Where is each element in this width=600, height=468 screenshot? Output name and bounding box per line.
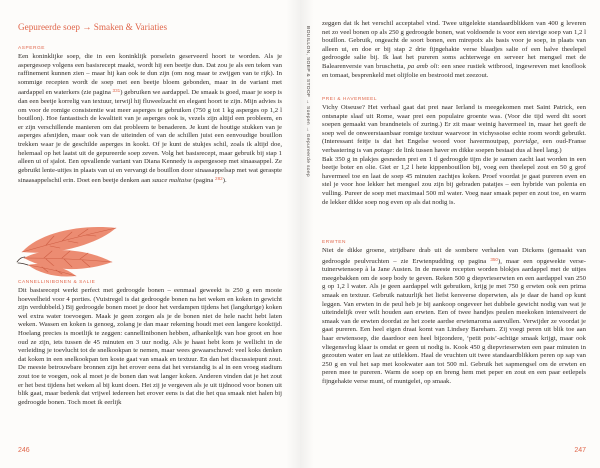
section-body-cannellini [18,287,282,407]
section-label-erwten: ERWTEN [322,240,346,245]
page-reference: 282 [215,176,223,182]
page-number: 247 [574,447,586,454]
sage-leaf [22,227,116,253]
sage-leaves-illustration [16,222,120,278]
section-label-prei: PREI & HAVERMEEL [322,97,378,102]
body-paragraph: Niet de dikke groene, strijdbare drab uit de sombere verhalen van Dickens (gemaakt van gedroogde peulvruchten – zie Erwtenpudding op pagina $^{350}$), maar een opgewekte verse-tuinerwtensoep à la Jane Austen. In de meeste recepten worden blokjes aardappel met de uitjes meegebakken om de soep body te geven. Reken 500 g diepvrieserwten en een aardappel van 250 g op 1,2 l water. Als je geen aardappel wilt gebruiken, krijg je met 750 g erwten ook een prima smaak en textuur. Gebruik natuurlijk het liefst kersverse doperwten, als je daar de hand op kunt leggen. Van erwten in de peul heb je bij aankoop ongeveer het dubbele gewicht nodig van wat je uiteindelijk over wilt houden aan erwten. Een of twee handjes peulen meekoken intensiveert de smaak van de erwten doordat ze het zoete aardse erwtenaroma aanvullen. Verwijder ze voordat je gaat pureren. Een heel eigen draai komt van Lindsey Bareham. Zij voegt peren uit blik toe aan haar erwtensoep, die daardoor een heel bijzondere, ‘petit pois’-achtige smaak krijgt, maar ook vliegensvlug klaar is omdat er geen ui nodig is. Kook 450 g diepvrieserwten een paar minuten in gezouten water en laat ze uitlekken. Haal de vruchten uit twee standaardblikken peren op sap van 250 g en vul het sap met kookwater aan tot 500 ml. Gebruik het sapmengsel om de erwten en peren mee te pureren. Warm de soep op en breng hem met peper en zout en een paar eetlepels fijngehakte verse munt, of muntgelei, op smaak. [322,247,586,385]
body-paragraph: Dit basisrecept werkt perfect met gedroogde bonen – eenmaal geweekt is 250 g een mooie hoeveelheid voor 4 porties. (Vuistregel is dat gedroogde bonen na het weken en koken in gewicht zijn verdubbeld.) Bij gedroogde bonen moet je door het verdampen tijdens het (langdurige) koken wel extra water toevoegen. Maak je geen zorgen als je de bonen niet de hele nacht hebt laten weken. Wassen en koken is genoeg, zolang je dan maar rekening houdt met een langere kooktijd. Hoelang precies is moeilijk te zeggen: cannellinibonen hebben, afhankelijk van hoe groot en hoe oud ze zijn, iets tussen de 45 minuten en 3 uur nodig. Als je haast hebt kom je wellicht in de verleiding je toevlucht tot de snelkookpan te nemen, maar wees gewaarschuwd: veel koks denken dat koken in een snelkookpan ten koste gaat van smaak en textuur. En dan het discussiepunt zout. De meeste betrouwbare bronnen zijn het erover eens dat het verstandig is al in een vroeg stadium zout toe te voegen, ook al moet je de bonen dan wat langer koken. Anderen vinden dat je het zout er het best tijdens het weken al bij kunt doen. Het zij je vergeven als je uit tijdnood voor bonen uit blik gaat, maar bedenk dat vrijwel iedereen het erover eens is dat die het qua smaak niet halen bij gedroogde bonen. Toch moet ik eerlijk [18,287,282,406]
page-number: 246 [18,447,30,454]
italic-term: sauce maltaise [152,177,192,185]
page-reference: 350 [490,256,498,262]
section-body-erwten [322,247,586,387]
body-paragraph: Een koninklijke soep, die in een koninklijk porselein geserveerd hoort te worden. Als je aspergesoep volgens een basisrecept maakt, wordt hij een beetje dun. Dat zou je als een teken van raffinement kunnen zien – maar hij kan ook te dun zijn (om nog maar te zwijgen van te rijk). In sommige recepten wordt de soep met een beetje bloem gebonden, maar in de variant met aardappel en waterkers (zie pagina $^{331}$) gebruiken we aardappel. De smaak is goed, maar je soep is dan een beetje korrelig van textuur, terwijl hij fluweelzacht en elegant hoort te zijn. Mijn advies is om voor de romige consistentie wat meer asperges te gebruiken (750 g tot 1 kg asperges op 1,2 l bouillon). Hoe fantastisch de kwaliteit van je asperges ook is, vezels zijn altijd een probleem, en er zijn verschillende manieren om dat probleem te benaderen. Je kunt de houtige stukken van je asperges afsnijden, maar ook van de uiteinden of van de schillen juist een eenvoudige bouillon trekken waar je de geschilde asperges in kookt. Of je kunt de stukjes schil, zoals ik altijd doe, helemaal op het laatst uit de gepureerde soep zeven. Volg het basisrecept, maar gebruik bij stap 1 alleen ui of sjalot. Een opvallende variant van Diana Kennedy is aspergesoep met sinaasappel. Ze gebruikt lente-uitjes in plaats van ui en vervangt de bouillon door sinaasappelsap met wat geraspte sinaasappelschil erin. Doet een beetje denken aan sauce maltaise (pagina $^{282}$). [18,53,282,185]
right-page [300,0,600,468]
body-paragraph: zeggen dat ik het verschil acceptabel vind. Twee uitgelekte standaardblikken van 400 g leveren net zo veel bonen op als 250 g gedroogde bonen, wat voldoende is voor een stevige soep van 1,2 l bouillon. Gebruik, ongeacht de soort bonen, een mirepoix als basis voor je soep, in plaats van alleen ui, en doe er bij stap 2 drie fijngehakte verse blaadjes salie of een halve theelepel gedroogde salie bij. Ik laat het pureren soms achterwege en serveer het mengsel met de Balearenversie van bruschetta, pa amb oli: een snee rustiek witbrood, ingewreven met knoflook en tomaat, besprenkeld met olijfolie en bestrooid met zeezout. [322,20,586,79]
italic-term: pa amb oli [407,62,438,70]
section-label-asperge: ASPERGE [18,46,46,51]
vertical-running-head: BOUILLON, SOEP & STOOF → Soepen → Gepureerde soep [305,26,310,177]
section-body-continued [322,20,586,80]
body-paragraph: Bak 350 g in plakjes gesneden prei en 1 tl gedroogde tijm die je samen zacht laat worden in een beetje boter en olie. Giet er 1,2 l hete kippenbouillon bij, voeg een theelepel zout en 50 g grof havermeel toe en laat de soep 45 minuten zachtjes koken. Proef voordat je gaat pureren even en stel je voor hoe lekker het mengsel zou zijn bij gebraden patatjes – een hybride van polenta en vulling. Pureer de soep met maximaal 500 ml water. Voeg naar smaak peper en zout toe, en warm de lekker dikke soep nog even op als dat nodig is. [322,155,586,206]
page-reference: 331 [112,88,121,94]
section-body-asperge [18,53,282,186]
italic-term: potage [374,146,393,154]
section-body-prei [322,104,586,207]
section-label-cannellini: CANNELLINIBONEN & SALIE [18,280,96,285]
italic-term: porridge [513,138,538,146]
running-head: Gepureerde soep → Smaken & Variaties [18,22,168,32]
body-paragraph: Vichy Oiseuse? Het verhaal gaat dat prei naar Ierland is meegekomen met Saint Patrick, een ontsnapte slaaf uit Rome, waar prei een populaire groente was. (Voor die tijd werd dit soort soepen gemaakt van brandnetels of zuring.) Er zit maar weinig havermeel in, maar het geeft de soep wel de onweerstaanbaar romige textuur waarvoor in vichyssoise echte room wordt gebruikt. (Interessant feitje is dat het Engelse woord voor havermoutpap, porridge, een oud-Franse verbastering is van potage: de link tussen haver en dikke soepen bestaat dus al heel lang.) [322,104,586,154]
